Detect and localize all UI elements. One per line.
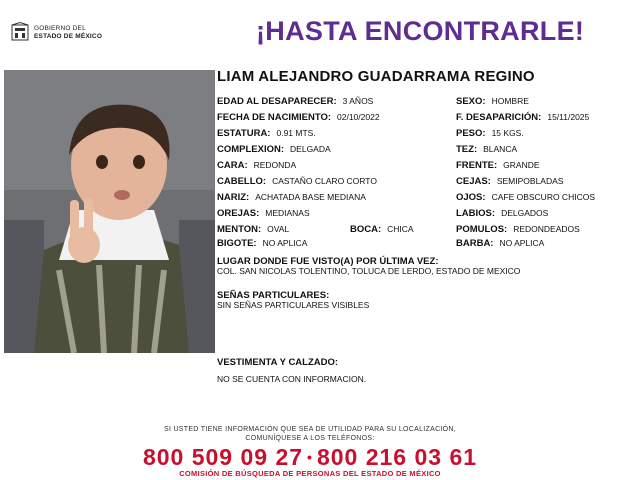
ojos-value: CAFE OBSCURO CHICOS [491,192,595,202]
phone-2[interactable]: 800 216 03 61 [316,444,478,470]
government-logo [10,22,120,44]
field-desaparicion [456,112,589,123]
headline: ¡HASTA ENCONTRARLE! [256,16,585,46]
edad-label: EDAD AL DESAPARECER: [217,96,337,107]
field-pomulos [456,224,580,235]
logo-line-1: GOBIERNO DEL [34,25,86,32]
state-seal-icon [10,22,30,42]
field-labios [456,208,548,219]
nacimiento-value: 02/10/2022 [337,112,380,122]
desaparicion-label: F. DESAPARICIÓN: [456,112,542,123]
field-tez [456,144,517,155]
cejas-value: SEMIPOBLADAS [496,176,564,186]
phone-numbers [0,444,620,471]
menton-label: MENTON: [217,224,262,235]
footer-commission: COMISIÓN DE BÚSQUEDA DE PERSONAS DEL ESTADO DE MÉXICO [179,469,441,478]
phone-1[interactable]: 800 509 09 27 [142,444,304,470]
field-nacimiento [217,112,380,123]
lugar-value: COL. SAN NICOLAS TOLENTINO, TOLUCA DE LERDO, ESTADO DE MEXICO [217,266,521,276]
orejas-label: OREJAS: [217,208,260,219]
edad-value: 3 AÑOS [342,96,374,106]
senas-value: SIN SEÑAS PARTICULARES VISIBLES [217,300,370,310]
complexion-value: DELGADA [290,144,331,154]
cabello-value: CASTAÑO CLARO CORTO [272,176,377,186]
tez-value: BLANCA [483,144,518,154]
estatura-value: 0.91 MTS. [276,128,316,138]
menton-value: OVAL [267,224,290,234]
field-cara [217,160,296,171]
cara-label: CARA: [217,160,248,171]
lugar-label: LUGAR DONDE FUE VISTO(A) POR ÚLTIMA VEZ: [217,256,439,267]
field-menton [217,224,289,235]
vestimenta-label: VESTIMENTA Y CALZADO: [217,357,339,368]
peso-label: PESO: [456,128,486,139]
cabello-label: CABELLO: [217,176,267,187]
bigote-label: BIGOTE: [217,238,257,249]
field-boca [350,224,414,235]
barba-label: BARBA: [456,238,494,249]
info-line-1: SI USTED TIENE INFORMACIÓN QUE SEA DE UTILIDAD PARA SU LOCALIZACIÓN, [163,426,457,433]
estatura-label: ESTATURA: [217,128,271,139]
nariz-label: NARIZ: [217,192,250,203]
sexo-value: HOMBRE [491,96,529,106]
field-cabello [217,176,377,187]
pomulos-label: POMULOS: [456,224,508,235]
peso-value: 15 KGS. [491,128,524,138]
orejas-value: MEDIANAS [265,208,310,218]
frente-label: FRENTE: [456,160,498,171]
field-orejas [217,208,310,219]
pomulos-value: REDONDEADOS [513,224,580,234]
vestimenta-value: NO SE CUENTA CON INFORMACION. [217,374,367,384]
boca-label: BOCA: [350,224,382,235]
cejas-label: CEJAS: [456,176,491,187]
barba-value: NO APLICA [499,238,545,248]
field-barba [456,238,544,249]
field-peso [456,128,524,139]
boca-value: CHICA [387,224,414,234]
field-bigote [217,238,307,249]
field-edad [217,96,373,107]
field-cejas [456,176,563,187]
logo-line-2: ESTADO DE MÉXICO [34,33,103,40]
contact-info [0,425,620,443]
sexo-label: SEXO: [456,96,486,107]
field-sexo [456,96,529,107]
labios-label: LABIOS: [456,208,496,219]
info-line-2: COMUNÍQUESE A LOS TELÉFONOS: [245,435,375,442]
field-frente [456,160,540,171]
phone-separator: • [307,449,313,465]
tez-label: TEZ: [456,144,478,155]
field-nariz [217,192,366,203]
ojos-label: OJOS: [456,192,486,203]
bigote-value: NO APLICA [262,238,308,248]
missing-person-photo [4,70,215,353]
complexion-label: COMPLEXION: [217,144,285,155]
senas-label: SEÑAS PARTICULARES: [217,290,330,301]
cara-value: REDONDA [253,160,297,170]
labios-value: DELGADOS [501,208,549,218]
nacimiento-label: FECHA DE NACIMIENTO: [217,112,331,123]
field-complexion [217,144,331,155]
frente-value: GRANDE [503,160,540,170]
nariz-value: ACHATADA BASE MEDIANA [255,192,366,202]
person-name: LIAM ALEJANDRO GUADARRAMA REGINO [217,68,535,85]
field-ojos [456,192,595,203]
field-estatura [217,128,316,139]
desaparicion-value: 15/11/2025 [547,112,590,122]
